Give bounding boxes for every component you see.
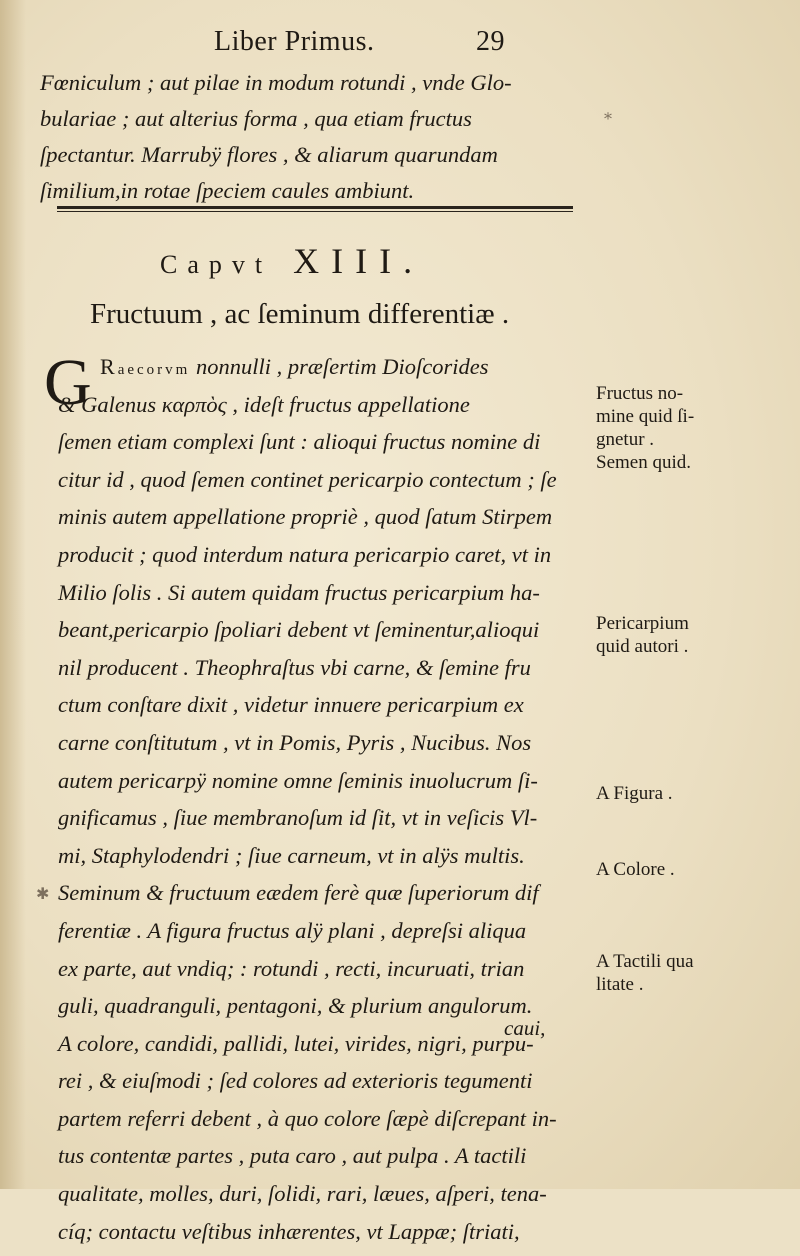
margin-note-fructus <box>596 382 694 474</box>
text-line: guli, quadranguli, pentagoni, & plurium angulorum. <box>58 993 533 1019</box>
text-line: Fœniculum ; aut pilae in modum rotundi , vnde Glo- <box>40 70 512 95</box>
running-head <box>214 26 574 58</box>
margin-note-line: gnetur . <box>596 429 655 450</box>
margin-note-tactili <box>596 950 694 996</box>
chapter-word: Capvt <box>160 250 273 279</box>
margin-note-line: Fructus no- <box>596 383 684 404</box>
top-paragraph <box>40 70 512 214</box>
margin-note-line: mine quid ſi- <box>596 406 695 427</box>
text-line: ſimilium,in rotae ſpeciem caules ambiunt. <box>40 178 415 203</box>
text-line: nil producent . Theophraſtus vbi carne, & ſemine fru <box>58 654 531 680</box>
text-line: ferentiæ . A figura fructus alÿ plani , depreſsi aliqua <box>58 917 527 943</box>
margin-note-line: quid autori . <box>596 636 689 657</box>
text-line: partem referri debent , à quo colore ſæpè diſcrepant in- <box>58 1105 557 1131</box>
page-number: 29 <box>476 26 505 57</box>
drop-cap: G <box>44 346 92 419</box>
margin-note-figura <box>596 782 673 805</box>
chapter-heading <box>160 240 424 282</box>
text-line: Seminum & fructuum eædem ferè quæ ſuperiorum dif <box>58 880 539 906</box>
chapter-number: XIII. <box>293 241 425 281</box>
margin-note-line: A Tactili qua <box>596 951 694 972</box>
ink-blot-mark: ⁎ <box>604 106 612 123</box>
text-line: citur id , quod ſemen continet pericarpio contectum ; ſe <box>58 466 557 492</box>
body-text <box>58 354 598 1256</box>
ink-blot-mark: ✱ <box>36 886 50 903</box>
margin-note-line: A Figura . <box>596 783 673 804</box>
margin-note-line: Semen quid. <box>596 452 691 473</box>
lead-line-rest: nonnulli , præſertim Dioſcorides <box>195 354 489 379</box>
lead-letter: R <box>100 354 118 379</box>
margin-note-pericarpium <box>596 612 689 658</box>
lead-small-caps: aecorvm <box>117 362 191 378</box>
running-head-title: Liber Primus. <box>214 26 375 57</box>
text-line: & Galenus καρπὸς , ideſt fructus appellatione <box>58 391 470 417</box>
text-line: cíq; contactu veſtibus inhærentes, vt Lappæ; ſtriati, <box>58 1218 520 1244</box>
text-line: A colore, candidi, pallidi, lutei, virides, nigri, purpu- <box>58 1030 534 1056</box>
text-line: ſemen etiam complexi ſunt : alioqui fructus nomine di <box>58 429 541 455</box>
section-divider-rule <box>57 206 573 212</box>
text-line-first <box>58 354 598 392</box>
text-line: ctum conſtare dixit , videtur innuere pericarpium ex <box>58 692 524 718</box>
margin-note-colore <box>596 858 675 881</box>
text-line: beant,pericarpio ſpoliari debent vt ſeminentur,alioqui <box>58 617 540 643</box>
chapter-subtitle: Fructuum , ac ſeminum differentiæ . <box>90 298 510 330</box>
catchword: caui, <box>504 1016 546 1040</box>
text-line: producit ; quod interdum natura pericarpio caret, vt in <box>58 541 552 567</box>
margin-note-line: litate . <box>596 974 644 995</box>
text-line: ex parte, aut vndiq; : rotundi , recti, incuruati, trian <box>58 955 525 981</box>
margin-note-line: Pericarpium <box>596 613 689 634</box>
margin-note-line: A Colore . <box>596 859 675 880</box>
text-line: rei , & eiuſmodi ; ſed colores ad exterioris tegumenti <box>58 1068 533 1094</box>
text-line: tus contentæ partes , puta caro , aut pulpa . A tactili <box>58 1143 527 1169</box>
text-line: carne conſtitutum , vt in Pomis, Pyris , Nucibus. Nos <box>58 729 532 755</box>
text-line: autem pericarpÿ nomine omne ſeminis inuolucrum ſi- <box>58 767 538 793</box>
text-line: bulariae ; aut alterius forma , qua etiam fructus <box>40 106 472 131</box>
text-line: minis autem appellatione propriè , quod ſatum Stirpem <box>58 504 553 530</box>
text-line: mi, Staphylodendri ; ſiue carneum, vt in alÿs multis. <box>58 842 525 868</box>
text-line: qualitate, molles, duri, ſolidi, rari, læues, aſperi, tena- <box>58 1181 547 1207</box>
text-line: ſpectantur. Marrubÿ flores , & aliarum quarundam <box>40 142 498 167</box>
page-gutter-shadow <box>0 0 26 1189</box>
text-line: Milio ſolis . Si autem quidam fructus pericarpium ha- <box>58 579 540 605</box>
text-line: gnificamus , ſiue membranoſum id ſit, vt in veſicis Vl- <box>58 805 538 831</box>
